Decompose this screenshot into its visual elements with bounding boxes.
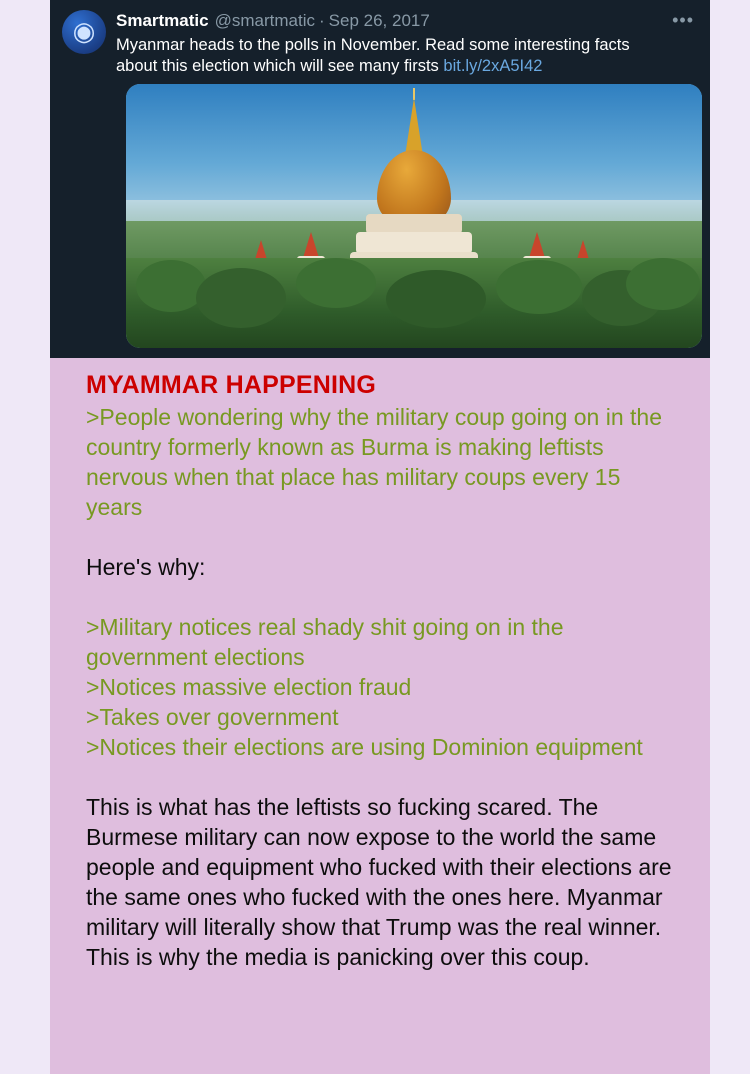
- tree-blob: [296, 258, 376, 308]
- post-paragraph-greentext: >Takes over government: [86, 704, 339, 730]
- photo-near-trees: [126, 258, 702, 348]
- post-paragraph: This is what has the leftists so fucking scared. The Burmese military can now expose to the world the same people and equipment who fucked with their elections are the same ones who fucked with the ones here. Myanmar military will literally show that Trump was the real winner. This is why the media is panicking over this coup.: [86, 794, 672, 970]
- tweet-date[interactable]: Sep 26, 2017: [328, 11, 430, 30]
- tree-blob: [626, 258, 700, 310]
- post-paragraph-greentext: >Notices massive election fraud: [86, 674, 412, 700]
- stupa-spire: [529, 232, 545, 258]
- paragraph-spacer: [86, 522, 682, 552]
- post-text: [50, 358, 710, 972]
- tweet-meta: [116, 10, 664, 77]
- tree-blob: [386, 270, 486, 328]
- tweet-text: [116, 35, 664, 77]
- avatar-logo-icon: ◉: [72, 17, 96, 47]
- tree-blob: [136, 260, 206, 312]
- post-paragraph: Here's why:: [86, 554, 206, 580]
- more-options-icon[interactable]: •••: [672, 10, 694, 30]
- post-paragraph-greentext: >Notices their elections are using Dominion equipment: [86, 734, 643, 760]
- post-paragraph-greentext: >Military notices real shady shit going on in the government elections: [86, 614, 564, 670]
- tweet-link[interactable]: bit.ly/2xA5I42: [443, 57, 543, 75]
- avatar[interactable]: [62, 10, 106, 54]
- post-paragraph-greentext: >People wondering why the military coup going on in the country formerly known as Burma is making leftists nervous when that place has military coups every 15 years: [86, 404, 662, 520]
- tweet-byline: [116, 11, 664, 31]
- tweet-display-name[interactable]: Smartmatic: [116, 11, 209, 30]
- embedded-tweet-card[interactable]: [50, 0, 710, 358]
- tweet-photo[interactable]: [126, 84, 702, 348]
- tweet-text-body: Myanmar heads to the polls in November. Read some interesting facts about this election which will see many firsts: [116, 36, 630, 75]
- tree-blob: [496, 260, 582, 314]
- pagoda-tier: [366, 214, 462, 234]
- tweet-handle[interactable]: @smartmatic: [214, 11, 315, 30]
- page-title: MYAMMAR HAPPENING: [86, 371, 376, 399]
- byline-separator: ·: [318, 11, 325, 30]
- paragraph-spacer: [86, 582, 682, 612]
- post-container: [50, 0, 710, 1074]
- stupa-spire: [303, 232, 319, 258]
- tree-blob: [196, 268, 286, 328]
- paragraph-spacer: [86, 762, 682, 792]
- pagoda-spire: [405, 98, 423, 156]
- tweet-header: [50, 0, 710, 77]
- pagoda-tier: [356, 232, 472, 254]
